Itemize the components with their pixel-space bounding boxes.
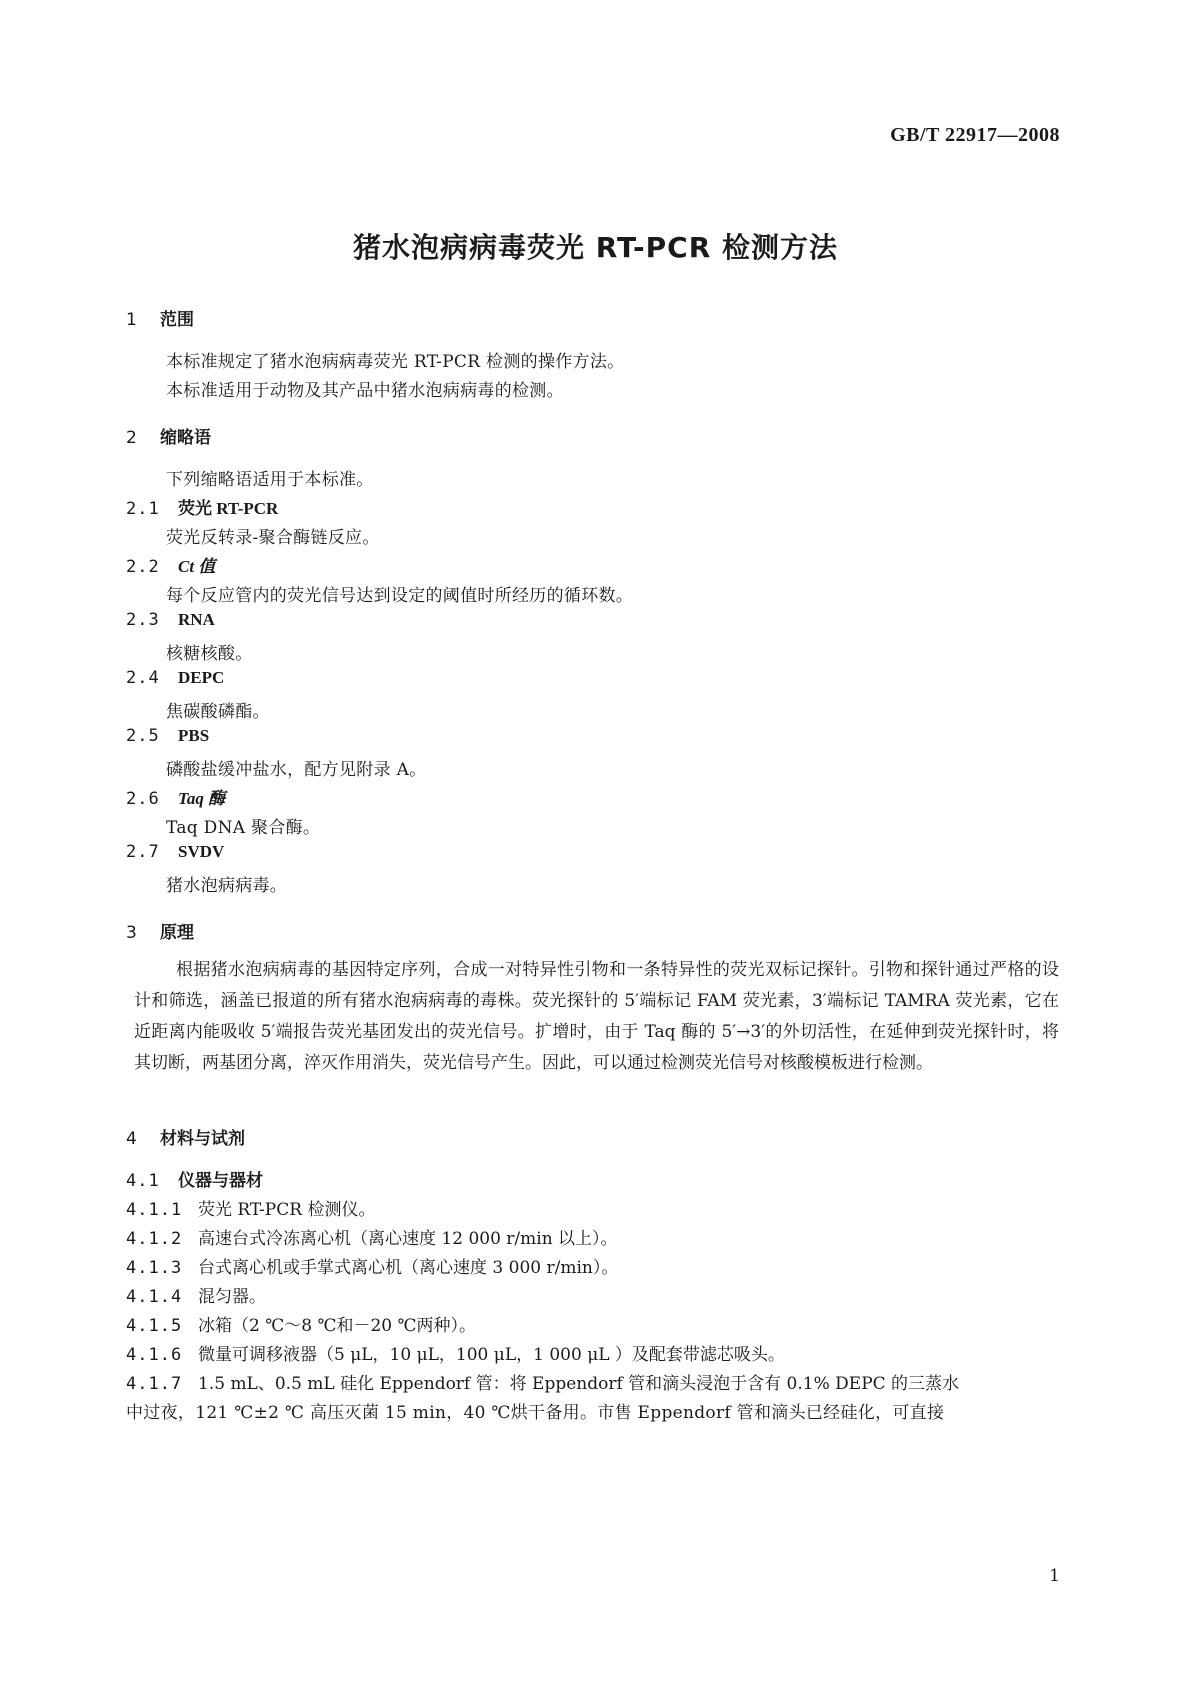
item-number: 4.1.3: [126, 1258, 183, 1278]
item-label: Taq 酶: [178, 789, 226, 808]
section-title: 范围: [160, 310, 194, 330]
section-title: 缩略语: [160, 428, 211, 448]
abbrev-2-6: [126, 784, 225, 809]
equipment-4-1-2: [126, 1224, 618, 1249]
subsection-4-1: [126, 1166, 263, 1191]
abbrev-2-2: [126, 552, 215, 577]
abbrev-2-3-desc: 核糖核酸。: [166, 644, 253, 664]
equipment-4-1-7-continued: 中过夜，121 ℃±2 ℃ 高压灭菌 15 min，40 ℃烘干备用。市售 Eppendorf 管和滴头已经硅化，可直接: [126, 1403, 945, 1423]
page-number: 1: [1049, 1566, 1060, 1586]
abbrev-2-4: [126, 668, 224, 688]
section-4-heading: [126, 1124, 245, 1149]
subsection-title: 仪器与器材: [178, 1171, 263, 1191]
section-number: 4: [126, 1129, 137, 1149]
abbrev-2-1-desc: 荧光反转录-聚合酶链反应。: [166, 528, 380, 548]
abbrev-2-7: [126, 842, 224, 862]
item-text: 冰箱（2 ℃～8 ℃和－20 ℃两种）。: [198, 1316, 477, 1336]
section-title: 原理: [160, 923, 194, 943]
item-number: 4.1.7: [126, 1374, 183, 1394]
document-title: 猪水泡病病毒荧光 RT-PCR 检测方法: [352, 231, 839, 264]
equipment-4-1-6: [126, 1340, 785, 1365]
item-number: 4.1: [126, 1171, 160, 1191]
item-label: 荧光 RT-PCR: [178, 499, 279, 518]
abbrev-2-1: [126, 494, 278, 519]
equipment-4-1-5: [126, 1311, 476, 1336]
item-number: 2.1: [126, 499, 160, 519]
abbrev-2-5: [126, 726, 209, 746]
equipment-4-1-3: [126, 1253, 618, 1278]
item-number: 2.6: [126, 789, 160, 809]
scope-line-1: 本标准规定了猪水泡病病毒荧光 RT-PCR 检测的操作方法。: [166, 352, 625, 372]
item-label: DEPC: [178, 668, 225, 687]
section-number: 2: [126, 428, 137, 448]
standard-number: GB/T 22917—2008: [890, 124, 1060, 146]
section-title: 材料与试剂: [160, 1129, 245, 1149]
section-number: 1: [126, 310, 137, 330]
item-number: 2.7: [126, 842, 160, 862]
item-number: 4.1.4: [126, 1287, 183, 1307]
abbrev-2-4-desc: 焦碳酸磷酯。: [166, 702, 270, 722]
item-text: 混匀器。: [198, 1287, 266, 1307]
abbrev-intro: 下列缩略语适用于本标准。: [166, 470, 374, 490]
equipment-4-1-1: [126, 1195, 375, 1220]
item-label: Ct 值: [178, 557, 216, 576]
scope-line-2: 本标准适用于动物及其产品中猪水泡病病毒的检测。: [166, 381, 564, 401]
item-text: 荧光 RT-PCR 检测仪。: [198, 1200, 376, 1220]
item-number: 2.4: [126, 668, 160, 688]
item-text: 高速台式冷冻离心机（离心速度 12 000 r/min 以上）。: [198, 1229, 618, 1249]
abbrev-2-7-desc: 猪水泡病病毒。: [166, 876, 288, 896]
item-number: 2.3: [126, 610, 160, 630]
section-3-heading: [126, 918, 194, 943]
section-1-heading: [126, 305, 194, 330]
section-2-heading: [126, 423, 211, 448]
equipment-4-1-4: [126, 1282, 266, 1307]
abbrev-2-3: [126, 610, 215, 630]
item-number: 4.1.2: [126, 1229, 183, 1249]
abbrev-2-6-desc: Taq DNA 聚合酶。: [166, 818, 321, 838]
item-text: 微量可调移液器（5 μL，10 μL，100 μL，1 000 μL ）及配套带滤芯吸头。: [198, 1345, 785, 1365]
abbrev-2-5-desc: 磷酸盐缓冲盐水，配方见附录 A。: [166, 760, 427, 780]
item-number: 4.1.1: [126, 1200, 183, 1220]
equipment-4-1-7: [126, 1369, 959, 1394]
item-label: SVDV: [178, 842, 225, 861]
item-number: 2.5: [126, 726, 160, 746]
item-text: 1.5 mL、0.5 mL 硅化 Eppendorf 管：将 Eppendorf 管和滴头浸泡于含有 0.1% DEPC 的三蒸水: [198, 1374, 960, 1394]
item-number: 4.1.6: [126, 1345, 183, 1365]
item-number: 4.1.5: [126, 1316, 183, 1336]
section-number: 3: [126, 923, 137, 943]
item-label: PBS: [178, 726, 210, 745]
item-number: 2.2: [126, 557, 160, 577]
abbrev-2-2-desc: 每个反应管内的荧光信号达到设定的阈值时所经历的循环数。: [166, 586, 634, 606]
item-label: RNA: [178, 610, 215, 629]
item-text: 台式离心机或手掌式离心机（离心速度 3 000 r/min）。: [198, 1258, 619, 1278]
principle-paragraph: 根据猪水泡病病毒的基因特定序列，合成一对特异性引物和一条特异性的荧光双标记探针。引物和探针通过严格的设计和筛选，涵盖已报道的所有猪水泡病病毒的毒株。荧光探针的 5′端标记 FAM 荧光素，3′端标记 TAMRA 荧光素，它在近距离内能吸收 5′端报告荧光基团发出的荧光信号。扩增时，由于 Taq 酶的 5′→3′的外切活性，在延伸到荧光探针时，将其切断，两基团分离，淬灭作用消失，荧光信号产生。因此，可以通过检测荧光信号对核酸模板进行检测。: [134, 960, 1059, 1073]
